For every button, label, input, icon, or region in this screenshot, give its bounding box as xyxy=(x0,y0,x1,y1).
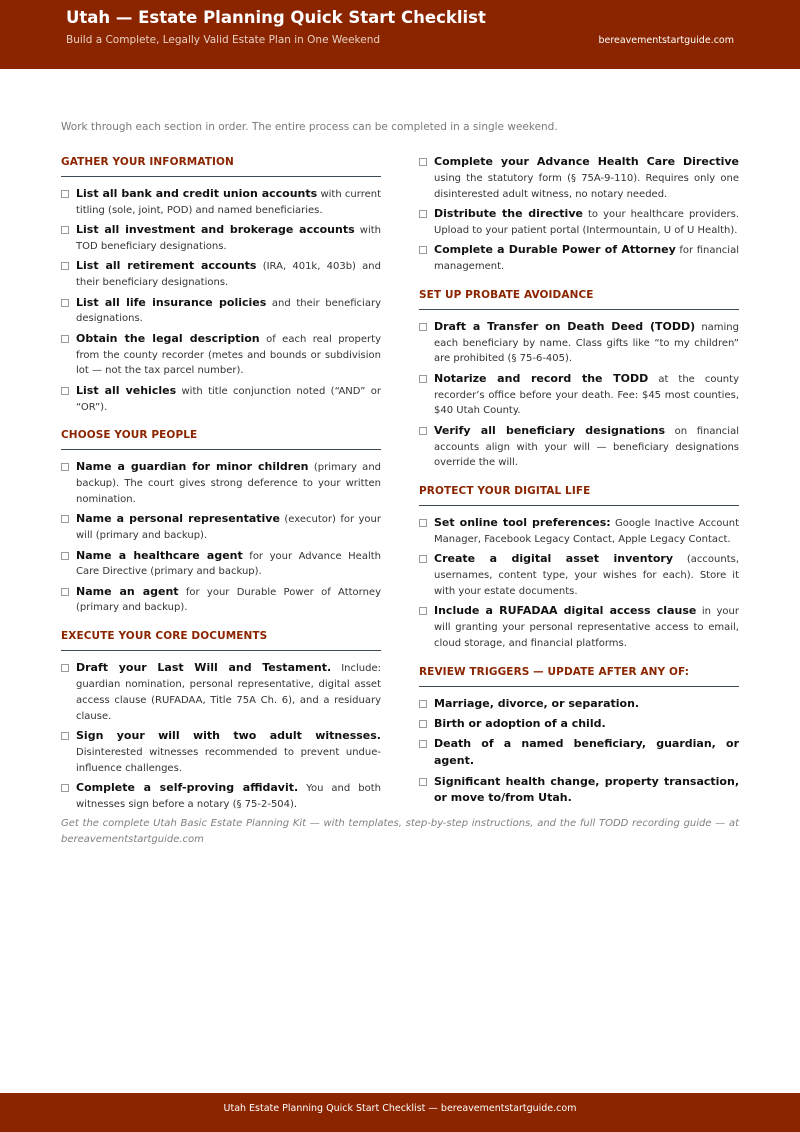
item-lead: Distribute the directive xyxy=(434,206,583,220)
right-column xyxy=(419,154,739,817)
section-digital-life xyxy=(419,481,739,652)
checkbox[interactable] xyxy=(419,519,427,527)
checklist-item xyxy=(61,511,381,544)
checkbox[interactable] xyxy=(419,323,427,331)
item-detail: (IRA, 401k, 403b) and their beneficiary designations. xyxy=(76,261,381,289)
checkbox[interactable] xyxy=(419,740,427,748)
item-detail: in your will granting your personal representative access to email, cloud storage, and financial platforms. xyxy=(434,606,739,649)
item-detail: (executor) for your will (primary and backup). xyxy=(76,514,381,542)
checkbox[interactable] xyxy=(61,335,69,343)
checklist-item xyxy=(61,548,381,581)
section-execute-documents-continued xyxy=(419,154,739,275)
item-detail: (accounts, usernames, content type, your wishes for each). Store it with your estate documents. xyxy=(434,554,740,597)
checkbox[interactable] xyxy=(419,778,427,786)
checkbox[interactable] xyxy=(61,387,69,395)
checkbox[interactable] xyxy=(61,299,69,307)
item-detail: You and both witnesses sign before a notary (§ 75-2-504). xyxy=(76,783,381,810)
checklist-item xyxy=(61,331,381,379)
section-probate-avoidance xyxy=(419,285,739,471)
item-lead: Include a RUFADAA digital access clause xyxy=(434,604,697,618)
checkbox[interactable] xyxy=(419,158,427,166)
item-detail: for your Durable Power of Attorney (primary and backup). xyxy=(76,586,381,614)
checklist-item xyxy=(419,319,739,367)
item-detail: and their beneficiary designations. xyxy=(76,297,381,325)
page-footer xyxy=(0,1093,800,1132)
checklist-item xyxy=(61,728,381,776)
section-heading: SET UP PROBATE AVOIDANCE xyxy=(419,285,739,310)
checkbox[interactable] xyxy=(419,427,427,435)
checklist-item xyxy=(61,258,381,291)
checkbox[interactable] xyxy=(61,588,69,596)
item-detail: for financial management. xyxy=(434,245,739,272)
checklist-item xyxy=(61,780,381,813)
section-review-triggers xyxy=(419,662,739,808)
checklist-item xyxy=(419,736,739,770)
checklist-item xyxy=(419,696,739,713)
item-detail: at the county recorder’s office before your death. Fee: $45 most counties, $40 Utah County. xyxy=(434,373,739,417)
section-heading: EXECUTE YOUR CORE DOCUMENTS xyxy=(61,626,381,651)
checklist-item xyxy=(61,660,381,724)
item-detail: on financial accounts align with your will — beneficiary designations override the will. xyxy=(434,425,739,469)
item-lead: Draft your Last Will and Testament. xyxy=(76,661,332,675)
item-lead: List all life insurance policies xyxy=(76,295,267,309)
intro-text: Work through each section in order. The entire process can be completed in a single weekend. xyxy=(61,121,558,133)
checklist-item xyxy=(61,295,381,328)
checkbox[interactable] xyxy=(419,700,427,708)
checkbox[interactable] xyxy=(61,515,69,523)
checkbox[interactable] xyxy=(61,262,69,270)
checklist-item xyxy=(61,383,381,416)
kit-promo-note: Get the complete Utah Basic Estate Planning Kit — with templates, step-by-step instructions, and the full TODD recording guide — at bereavementstartguide.com xyxy=(61,818,739,845)
item-lead: Death of a named beneficiary, guardian, or agent. xyxy=(434,737,739,768)
checklist-item xyxy=(419,423,739,471)
item-detail: with title conjunction noted (“AND” or “OR”). xyxy=(76,385,381,413)
left-column xyxy=(61,152,381,823)
checkbox[interactable] xyxy=(419,555,427,563)
item-lead: Draft a Transfer on Death Deed (TODD) xyxy=(434,319,696,333)
item-lead: List all retirement accounts xyxy=(76,259,257,273)
checkbox[interactable] xyxy=(61,784,69,792)
checklist-item xyxy=(419,515,739,548)
checklist-item xyxy=(419,206,739,239)
page-title: Utah — Estate Planning Quick Start Checklist xyxy=(66,8,486,27)
checklist-item xyxy=(419,551,739,599)
section-heading: CHOOSE YOUR PEOPLE xyxy=(61,425,381,450)
item-lead: Notarize and record the TODD xyxy=(434,371,649,385)
item-lead: List all bank and credit union accounts xyxy=(76,187,318,200)
checklist-item xyxy=(419,371,739,419)
section-execute-documents xyxy=(61,626,381,812)
item-detail: Disinterested witnesses recommended to prevent undue-influence challenges. xyxy=(76,746,381,774)
item-detail: for your Advance Health Care Directive (primary and backup). xyxy=(76,550,381,578)
item-lead: Significant health change, property transaction, or move to/from Utah. xyxy=(434,774,739,805)
checklist-item xyxy=(419,603,739,651)
page-header xyxy=(0,0,800,69)
checkbox[interactable] xyxy=(419,375,427,383)
checkbox[interactable] xyxy=(419,607,427,615)
item-lead: Sign your will with two adult witnesses. xyxy=(76,729,381,743)
section-heading: PROTECT YOUR DIGITAL LIFE xyxy=(419,481,739,506)
checklist-item xyxy=(419,242,739,275)
header-site-link[interactable]: bereavementstartguide.com xyxy=(598,35,734,46)
item-lead: Verify all beneficiary designations xyxy=(434,423,666,437)
checklist-item xyxy=(61,222,381,255)
checklist-item xyxy=(61,459,381,507)
item-lead: Complete a Durable Power of Attorney xyxy=(434,243,676,257)
section-gather-information xyxy=(61,152,381,415)
footer-text: Utah Estate Planning Quick Start Checklist — bereavementstartguide.com xyxy=(223,1103,577,1114)
checkbox[interactable] xyxy=(419,720,427,728)
item-lead: Set online tool preferences: xyxy=(434,516,611,530)
checklist-item xyxy=(419,154,739,202)
section-heading: REVIEW TRIGGERS — UPDATE AFTER ANY OF: xyxy=(419,662,739,687)
item-lead: Obtain the legal description xyxy=(76,331,260,345)
section-choose-people xyxy=(61,425,381,616)
item-detail: using the statutory form (§ 75A-9-110). Requires only one disinterested adult witness, no notary needed. xyxy=(434,172,739,200)
section-heading: GATHER YOUR INFORMATION xyxy=(61,152,381,177)
checklist-item xyxy=(61,584,381,617)
item-lead: Name an agent xyxy=(76,584,179,598)
item-lead: Complete your Advance Health Care Directive xyxy=(434,155,739,168)
item-lead: Birth or adoption of a child. xyxy=(434,717,606,731)
item-detail: Include: guardian nomination, personal representative, digital asset access clause (RUFADAA, Title 75A Ch. 6), and a residuary clause. xyxy=(76,663,381,722)
checkbox[interactable] xyxy=(61,463,69,471)
checkbox[interactable] xyxy=(61,190,69,198)
page-subtitle: Build a Complete, Legally Valid Estate Plan in One Weekend xyxy=(66,34,381,46)
item-detail: with TOD beneficiary designations. xyxy=(76,225,381,252)
item-detail: (primary and backup). The court gives strong deference to your written nomination. xyxy=(76,462,381,505)
checkbox[interactable] xyxy=(61,552,69,560)
checklist-item xyxy=(419,774,739,808)
item-detail: naming each beneficiary by name. Class gifts like “to my children” are prohibited (§ 75-6-405). xyxy=(434,321,739,365)
checkbox[interactable] xyxy=(61,732,69,740)
item-lead: Create a digital asset inventory xyxy=(434,552,674,566)
item-detail: with current titling (sole, joint, POD) and named beneficiaries. xyxy=(76,189,381,216)
item-lead: List all investment and brokerage accounts xyxy=(76,223,355,237)
item-lead: List all vehicles xyxy=(76,383,177,397)
item-lead: Name a personal representative xyxy=(76,512,280,526)
checklist-item xyxy=(419,716,739,733)
item-lead: Complete a self-proving affidavit. xyxy=(76,781,299,795)
item-lead: Name a guardian for minor children xyxy=(76,460,309,474)
checkbox[interactable] xyxy=(419,246,427,254)
item-detail: to your healthcare providers. Upload to your patient portal (Intermountain, U of U Health). xyxy=(434,208,740,236)
item-lead: Marriage, divorce, or separation. xyxy=(434,696,640,710)
item-detail: Google Inactive Account Manager, Facebook Legacy Contact, Apple Legacy Contact. xyxy=(434,518,739,545)
checklist-item xyxy=(61,186,381,219)
checkbox[interactable] xyxy=(61,664,69,672)
item-detail: of each real property from the county recorder (metes and bounds or subdivision lot — not the tax parcel number). xyxy=(76,333,381,377)
checkbox[interactable] xyxy=(61,226,69,234)
checkbox[interactable] xyxy=(419,210,427,218)
item-lead: Name a healthcare agent xyxy=(76,548,243,562)
